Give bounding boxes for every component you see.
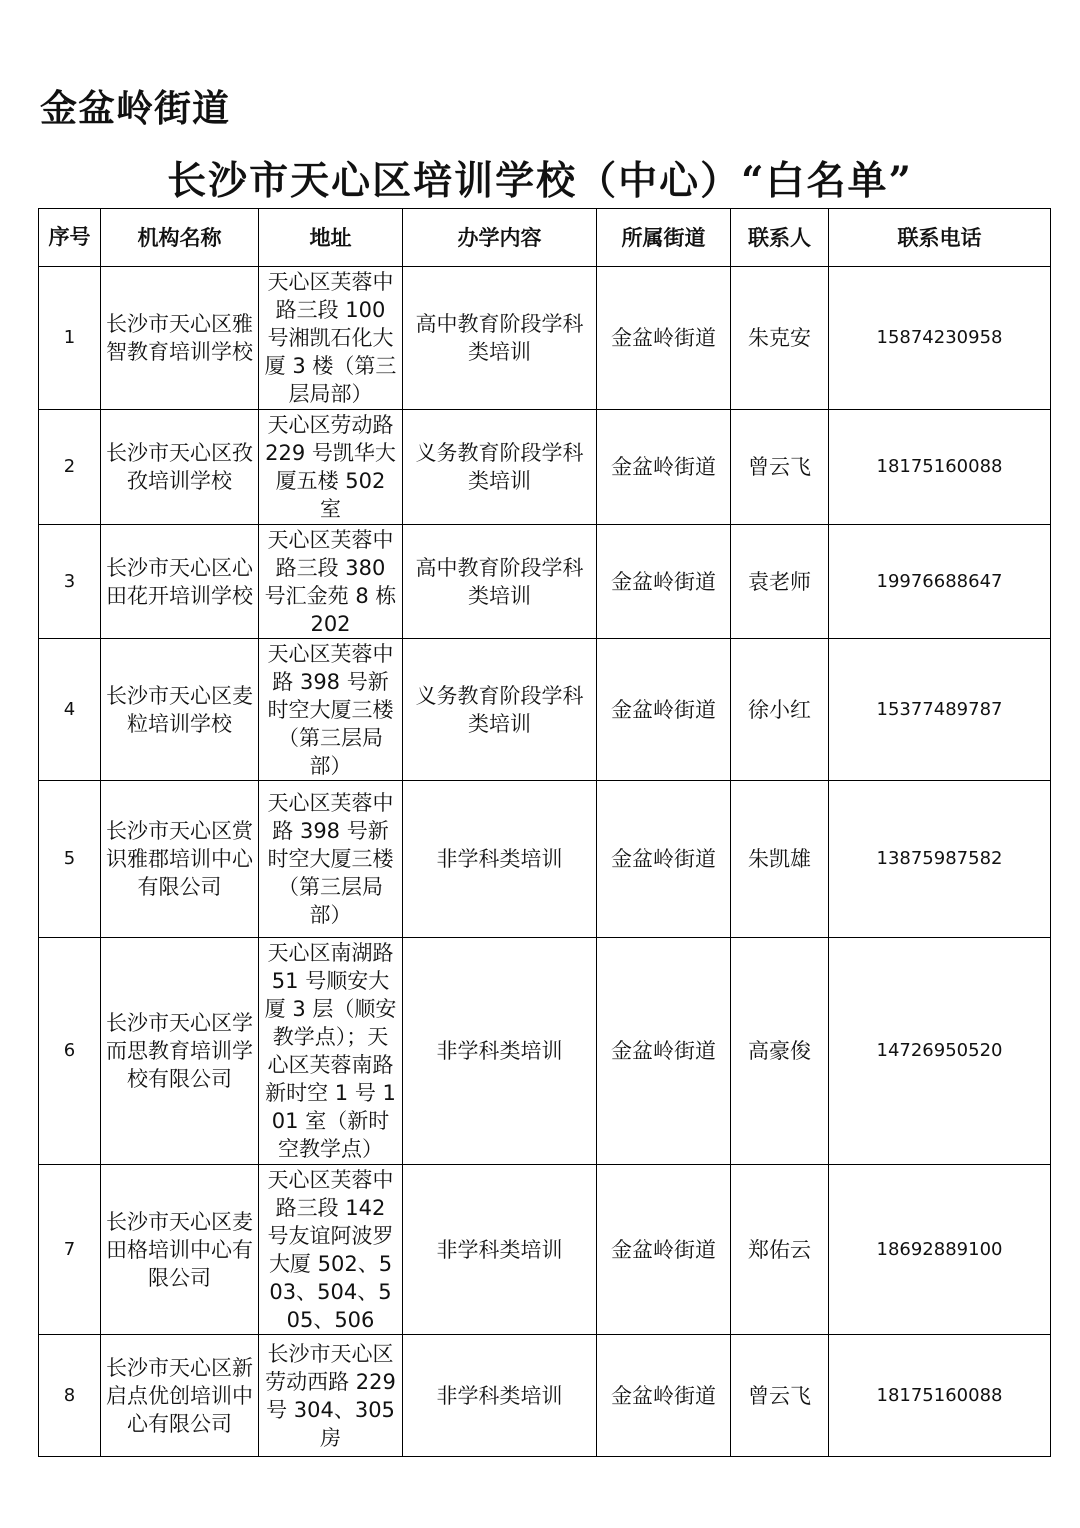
cell-street: 金盆岭街道	[597, 938, 731, 1165]
cell-address: 长沙市天心区劳动西路 229 号 304、305 房	[259, 1335, 403, 1457]
header-address: 地址	[259, 209, 403, 267]
cell-phone: 19976688647	[829, 525, 1051, 639]
table-row	[39, 525, 1051, 639]
cell-serial-no: 6	[39, 938, 101, 1165]
table-row	[39, 1165, 1051, 1335]
cell-address: 天心区芙蓉中路三段 100 号湘凯石化大厦 3 楼（第三层局部）	[259, 267, 403, 410]
header-serial-no: 序号	[39, 209, 101, 267]
cell-serial-no: 1	[39, 267, 101, 410]
cell-phone: 18692889100	[829, 1165, 1051, 1335]
cell-institution-name: 长沙市天心区雅智教育培训学校	[101, 267, 259, 410]
header-content: 办学内容	[403, 209, 597, 267]
cell-address: 天心区南湖路 51 号顺安大厦 3 层（顺安教学点）；天心区芙蓉南路新时空 1 号 101 室（新时空教学点）	[259, 938, 403, 1165]
cell-contact: 高豪俊	[731, 938, 829, 1165]
cell-street: 金盆岭街道	[597, 781, 731, 938]
cell-institution-name: 长沙市天心区心田花开培训学校	[101, 525, 259, 639]
table-header-row	[39, 209, 1051, 267]
cell-content: 高中教育阶段学科类培训	[403, 525, 597, 639]
cell-content: 义务教育阶段学科类培训	[403, 639, 597, 781]
cell-street: 金盆岭街道	[597, 525, 731, 639]
cell-content: 非学科类培训	[403, 1335, 597, 1457]
document-title: 长沙市天心区培训学校（中心）“白名单”	[167, 158, 913, 204]
cell-serial-no: 8	[39, 1335, 101, 1457]
cell-street: 金盆岭街道	[597, 639, 731, 781]
cell-phone: 15377489787	[829, 639, 1051, 781]
cell-institution-name: 长沙市天心区新启点优创培训中心有限公司	[101, 1335, 259, 1457]
subdistrict-heading: 金盆岭街道	[40, 86, 230, 130]
cell-phone: 18175160088	[829, 1335, 1051, 1457]
cell-contact: 朱克安	[731, 267, 829, 410]
cell-address: 天心区芙蓉中路三段 142 号友谊阿波罗大厦 502、503、504、505、506	[259, 1165, 403, 1335]
cell-institution-name: 长沙市天心区孜孜培训学校	[101, 410, 259, 525]
cell-serial-no: 5	[39, 781, 101, 938]
cell-contact: 袁老师	[731, 525, 829, 639]
cell-institution-name: 长沙市天心区麦粒培训学校	[101, 639, 259, 781]
header-street: 所属街道	[597, 209, 731, 267]
table-row	[39, 781, 1051, 938]
cell-content: 高中教育阶段学科类培训	[403, 267, 597, 410]
cell-serial-no: 7	[39, 1165, 101, 1335]
cell-contact: 徐小红	[731, 639, 829, 781]
cell-contact: 朱凯雄	[731, 781, 829, 938]
table-row	[39, 1335, 1051, 1457]
cell-street: 金盆岭街道	[597, 1335, 731, 1457]
cell-institution-name: 长沙市天心区麦田格培训中心有限公司	[101, 1165, 259, 1335]
cell-serial-no: 2	[39, 410, 101, 525]
whitelist-table	[38, 208, 1051, 1457]
table-row	[39, 639, 1051, 781]
cell-serial-no: 4	[39, 639, 101, 781]
cell-contact: 郑佑云	[731, 1165, 829, 1335]
cell-street: 金盆岭街道	[597, 1165, 731, 1335]
header-contact: 联系人	[731, 209, 829, 267]
cell-street: 金盆岭街道	[597, 410, 731, 525]
cell-contact: 曾云飞	[731, 410, 829, 525]
cell-phone: 13875987582	[829, 781, 1051, 938]
cell-institution-name: 长沙市天心区学而思教育培训学校有限公司	[101, 938, 259, 1165]
table-row	[39, 267, 1051, 410]
cell-address: 天心区劳动路 229 号凯华大厦五楼 502 室	[259, 410, 403, 525]
cell-institution-name: 长沙市天心区赏识雅郡培训中心有限公司	[101, 781, 259, 938]
cell-address: 天心区芙蓉中路 398 号新时空大厦三楼（第三层局部）	[259, 639, 403, 781]
cell-serial-no: 3	[39, 525, 101, 639]
table-row	[39, 938, 1051, 1165]
cell-content: 非学科类培训	[403, 1165, 597, 1335]
header-phone: 联系电话	[829, 209, 1051, 267]
table-row	[39, 410, 1051, 525]
cell-contact: 曾云飞	[731, 1335, 829, 1457]
cell-phone: 15874230958	[829, 267, 1051, 410]
cell-content: 义务教育阶段学科类培训	[403, 410, 597, 525]
cell-street: 金盆岭街道	[597, 267, 731, 410]
header-institution-name: 机构名称	[101, 209, 259, 267]
cell-phone: 18175160088	[829, 410, 1051, 525]
cell-phone: 14726950520	[829, 938, 1051, 1165]
cell-content: 非学科类培训	[403, 781, 597, 938]
cell-address: 天心区芙蓉中路 398 号新时空大厦三楼（第三层局部）	[259, 781, 403, 938]
cell-content: 非学科类培训	[403, 938, 597, 1165]
cell-address: 天心区芙蓉中路三段 380 号汇金苑 8 栋 202	[259, 525, 403, 639]
